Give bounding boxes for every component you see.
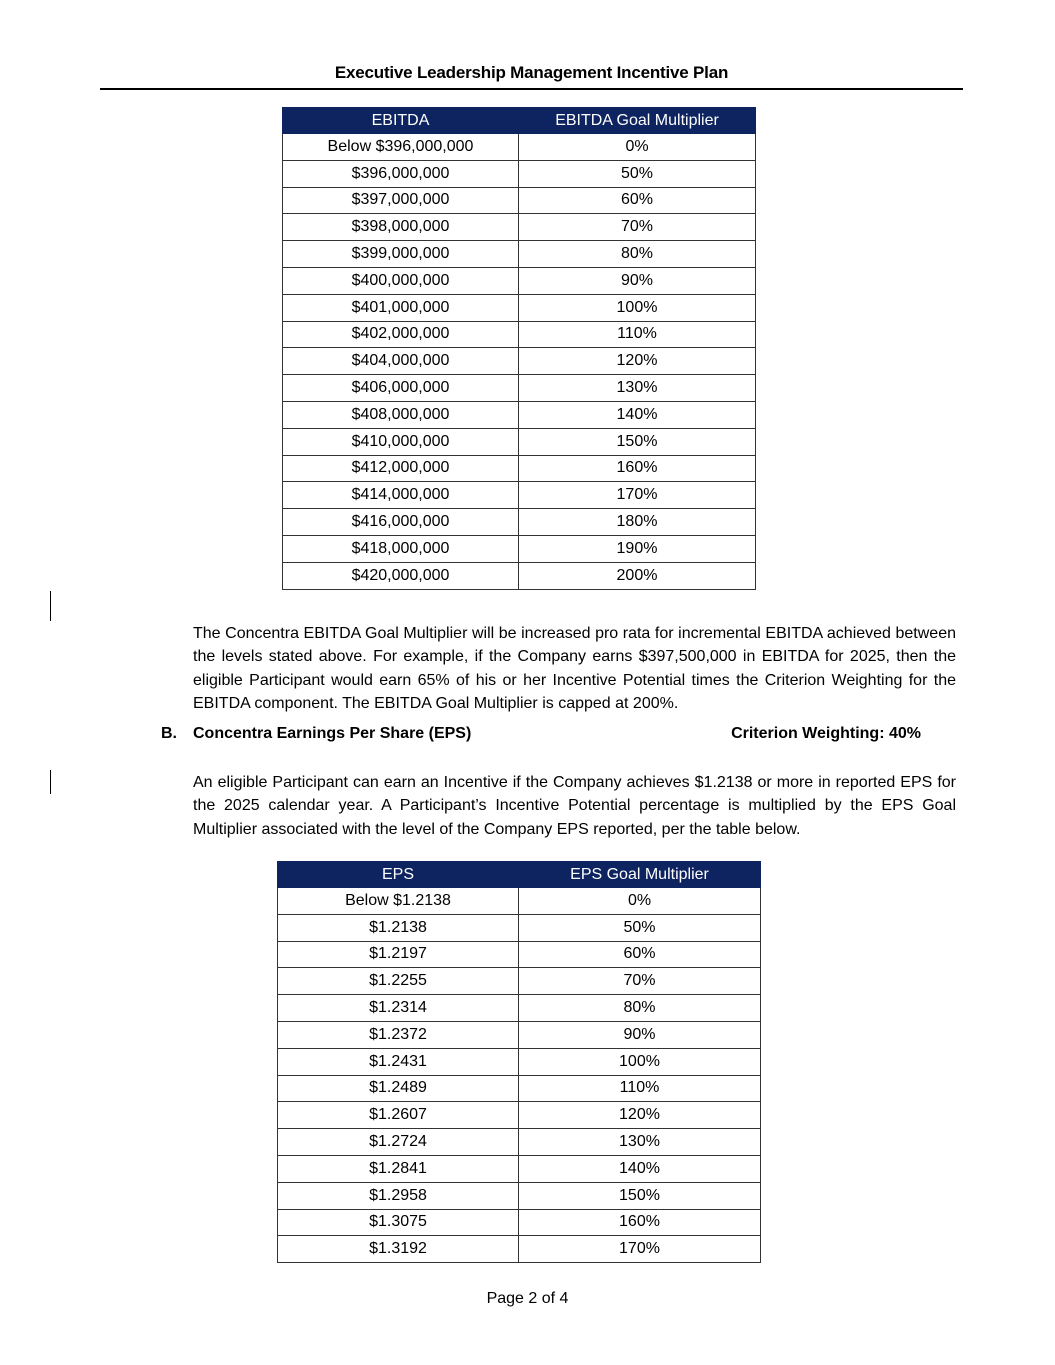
- table-row: [283, 241, 756, 268]
- table-row: [283, 160, 756, 187]
- multiplier-cell: 170%: [519, 1236, 761, 1263]
- multiplier-cell: 150%: [519, 428, 756, 455]
- multiplier-cell: 80%: [519, 995, 761, 1022]
- table-row: [283, 294, 756, 321]
- threshold-cell: $418,000,000: [283, 535, 519, 562]
- page-title: Executive Leadership Management Incentive Plan: [334, 63, 729, 82]
- multiplier-cell: 190%: [519, 535, 756, 562]
- page-number: Page 2 of 4: [486, 1290, 569, 1307]
- table-row: [278, 1102, 761, 1129]
- column-header-eps-multiplier: EPS Goal Multiplier: [519, 862, 761, 888]
- threshold-cell: $402,000,000: [283, 321, 519, 348]
- multiplier-cell: 140%: [519, 401, 756, 428]
- multiplier-cell: 140%: [519, 1155, 761, 1182]
- eps-multiplier-table: [277, 861, 761, 1263]
- table-row: [278, 1182, 761, 1209]
- multiplier-cell: 160%: [519, 1209, 761, 1236]
- threshold-cell: $414,000,000: [283, 482, 519, 509]
- table-row: [283, 214, 756, 241]
- section-letter: B.: [161, 725, 177, 742]
- title-divider: [100, 88, 963, 90]
- multiplier-cell: 160%: [519, 455, 756, 482]
- table-row: [278, 1155, 761, 1182]
- table-row: [283, 455, 756, 482]
- threshold-cell: $398,000,000: [283, 214, 519, 241]
- threshold-cell: $1.2255: [278, 968, 519, 995]
- multiplier-cell: 50%: [519, 914, 761, 941]
- revision-change-bar: [50, 770, 51, 794]
- threshold-cell: $400,000,000: [283, 267, 519, 294]
- threshold-cell: $1.2372: [278, 1021, 519, 1048]
- revision-change-bar: [50, 591, 51, 621]
- multiplier-cell: 100%: [519, 1048, 761, 1075]
- threshold-cell: $1.2607: [278, 1102, 519, 1129]
- table-row: [278, 1075, 761, 1102]
- threshold-cell: $1.2841: [278, 1155, 519, 1182]
- multiplier-cell: 200%: [519, 562, 756, 589]
- table-row: [283, 401, 756, 428]
- threshold-cell: Below $396,000,000: [283, 134, 519, 161]
- table-row: [283, 428, 756, 455]
- multiplier-cell: 50%: [519, 160, 756, 187]
- table-row: [283, 321, 756, 348]
- table-row: [278, 914, 761, 941]
- table-row: [283, 562, 756, 589]
- table-row: [278, 888, 761, 915]
- criterion-weighting: Criterion Weighting: 40%: [731, 725, 921, 742]
- multiplier-cell: 60%: [519, 187, 756, 214]
- threshold-cell: $1.2431: [278, 1048, 519, 1075]
- table-row: [278, 1236, 761, 1263]
- multiplier-cell: 150%: [519, 1182, 761, 1209]
- multiplier-cell: 80%: [519, 241, 756, 268]
- table-row: [283, 134, 756, 161]
- table-row: [278, 1048, 761, 1075]
- multiplier-cell: 130%: [519, 375, 756, 402]
- multiplier-cell: 120%: [519, 1102, 761, 1129]
- threshold-cell: $1.3192: [278, 1236, 519, 1263]
- multiplier-cell: 170%: [519, 482, 756, 509]
- threshold-cell: $420,000,000: [283, 562, 519, 589]
- ebitda-explanation-paragraph: The Concentra EBITDA Goal Multiplier will be increased pro rata for incremental EBITDA achieved between the levels stated above. For example, if the Company earns $397,500,000 in EBITDA for 2025, then the eligible Participant would earn 65% of his or her Incentive Potential times the Criterion Weighting for the EBITDA component. The EBITDA Goal Multiplier is capped at 200%.: [193, 625, 956, 712]
- table-row: [283, 348, 756, 375]
- multiplier-cell: 130%: [519, 1129, 761, 1156]
- table-row: [278, 1129, 761, 1156]
- multiplier-cell: 60%: [519, 941, 761, 968]
- multiplier-cell: 0%: [519, 134, 756, 161]
- multiplier-cell: 90%: [519, 267, 756, 294]
- table-row: [278, 995, 761, 1022]
- section-title: Concentra Earnings Per Share (EPS): [193, 725, 472, 742]
- multiplier-cell: 110%: [519, 1075, 761, 1102]
- eps-explanation-paragraph: An eligible Participant can earn an Incentive if the Company achieves $1.2138 or more in reported EPS for the 2025 calendar year. A Participant’s Incentive Potential percentage is multiplied by the EPS Goal Multiplier associated with the level of the Company EPS reported, per the table below.: [193, 774, 956, 838]
- threshold-cell: $1.3075: [278, 1209, 519, 1236]
- threshold-cell: $406,000,000: [283, 375, 519, 402]
- threshold-cell: $401,000,000: [283, 294, 519, 321]
- threshold-cell: $1.2724: [278, 1129, 519, 1156]
- table-row: [278, 1209, 761, 1236]
- table-row: [283, 375, 756, 402]
- column-header-ebitda-multiplier: EBITDA Goal Multiplier: [519, 108, 756, 134]
- table-row: [283, 482, 756, 509]
- threshold-cell: $1.2197: [278, 941, 519, 968]
- multiplier-cell: 90%: [519, 1021, 761, 1048]
- table-row: [278, 968, 761, 995]
- ebitda-multiplier-table: [282, 107, 756, 590]
- threshold-cell: $399,000,000: [283, 241, 519, 268]
- threshold-cell: $410,000,000: [283, 428, 519, 455]
- table-row: [283, 535, 756, 562]
- threshold-cell: $1.2489: [278, 1075, 519, 1102]
- multiplier-cell: 180%: [519, 509, 756, 536]
- table-header-row: [283, 108, 756, 134]
- threshold-cell: $404,000,000: [283, 348, 519, 375]
- column-header-ebitda: EBITDA: [283, 108, 519, 134]
- threshold-cell: $416,000,000: [283, 509, 519, 536]
- threshold-cell: $396,000,000: [283, 160, 519, 187]
- multiplier-cell: 70%: [519, 214, 756, 241]
- column-header-eps: EPS: [278, 862, 519, 888]
- multiplier-cell: 70%: [519, 968, 761, 995]
- threshold-cell: $1.2138: [278, 914, 519, 941]
- table-row: [278, 1021, 761, 1048]
- threshold-cell: $1.2314: [278, 995, 519, 1022]
- threshold-cell: $412,000,000: [283, 455, 519, 482]
- threshold-cell: $408,000,000: [283, 401, 519, 428]
- multiplier-cell: 110%: [519, 321, 756, 348]
- table-row: [283, 267, 756, 294]
- threshold-cell: $1.2958: [278, 1182, 519, 1209]
- multiplier-cell: 0%: [519, 888, 761, 915]
- table-row: [278, 941, 761, 968]
- table-row: [283, 187, 756, 214]
- threshold-cell: Below $1.2138: [278, 888, 519, 915]
- threshold-cell: $397,000,000: [283, 187, 519, 214]
- multiplier-cell: 100%: [519, 294, 756, 321]
- table-header-row: [278, 862, 761, 888]
- table-row: [283, 509, 756, 536]
- multiplier-cell: 120%: [519, 348, 756, 375]
